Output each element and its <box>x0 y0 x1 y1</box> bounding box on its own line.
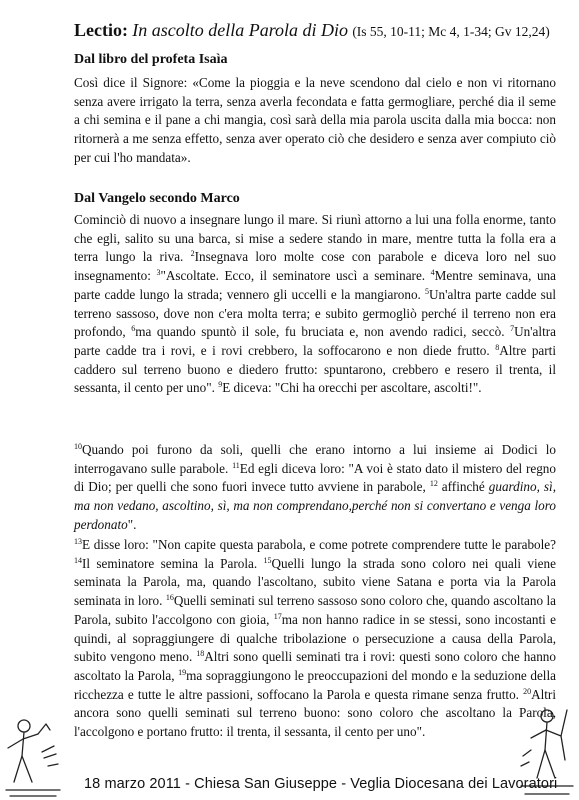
verse-text: Un'altra parte cadde sul terreno sassoso, dove non c'era molta terra; e subito germogliò perché il terreno non era profondo, <box>74 286 556 340</box>
verse-number: 19 <box>178 667 187 677</box>
verse-number: 7 <box>510 324 515 334</box>
verse-number: 17 <box>273 611 282 621</box>
gospel-paragraph-2 <box>74 441 556 535</box>
verse-text: Altri ancora sono quelli seminati sul terreno buono: sono coloro che ascoltano la Parola, l'accolgono e portano frutto: il trenta, il sessanta, il cento per uno". <box>74 686 556 740</box>
verse-text: Quelli seminati sul terreno sassoso sono coloro che, quando ascoltano la Parola, subito l'accolgono con gioia, <box>74 593 556 627</box>
verse-text: affinché <box>437 479 489 495</box>
verse-text: ma non hanno radice in se stessi, sono incostanti e quindi, al sopraggiungere di qualche tribolazione o persecuzione a causa della Parola, subito vengono meno. <box>74 611 556 665</box>
title-label: Lectio: <box>74 20 128 40</box>
page-title <box>74 19 564 43</box>
verse-number: 5 <box>425 286 430 296</box>
verse-number: 16 <box>165 593 174 603</box>
isaiah-text: Così dice il Signore: «Come la pioggia e la neve scendono dal cielo e non vi ritornano senza avere irrigato la terra, senza averla fecondata e fatta germogliare, perché dia il seme a chi semina e il pane a chi mangia, così sarà della mia parola uscita dalla mia bocca: non ritornerà a me senza effetto, senza aver operato ciò che desidero e senza aver compiuto ciò per cui l'ho mandata». <box>74 75 556 165</box>
gospel-paragraph-3 <box>74 536 556 742</box>
verse-number: 13 <box>74 537 82 546</box>
verse-number: 14 <box>74 555 82 565</box>
verse-number: 2 <box>190 249 195 259</box>
verse-text: ma sopraggiungono le preoccupazioni del mondo e la seduzione della ricchezza e tutte le altre passioni, soffocano la Parola e questa rimane senza frutto. <box>74 667 556 702</box>
verse-text: Altre parti caddero sul terreno buono e diedero frutto: spuntarono, crebbero e resero il trenta, il sessanta, il cento per uno". <box>74 342 556 396</box>
verse-number: 9 <box>218 380 223 390</box>
verse-number: 3 <box>156 268 161 278</box>
verse-number: 18 <box>196 649 205 659</box>
verse-text: Un'altra parte cadde tra i rovi, e i rovi crebbero, la soffocarono e non diede frutto. <box>74 324 556 358</box>
verse-number: 20 <box>523 686 532 696</box>
verse-text: ". <box>127 516 137 532</box>
verse-text: Cominciò di nuovo a insegnare lungo il mare. Si riunì attorno a lui una folla enorme, tanto che egli, salito su una barca, si mise a sedere stando in mare, mentre tutta la folla era a terra lungo la riva. <box>74 212 556 265</box>
verse-text: Ed egli diceva loro: "A voi è stato dato il mistero del regno di Dio; per quelli che sono fuori invece tutto avviene in parabole, <box>74 460 556 495</box>
verse-text: ma quando spuntò il sole, fu bruciata e, non avendo radici, seccò. <box>135 324 511 340</box>
verse-number: 8 <box>495 342 500 352</box>
verse-text: Quando poi furono da soli, quelli che erano intorno a lui insieme ai Dodici lo interrogavano sulle parabole. <box>74 442 556 476</box>
verse-number: 10 <box>74 442 82 451</box>
verse-number: 12 <box>429 479 438 489</box>
title-references: (Is 55, 10-11; Mc 4, 1-34; Gv 12,24) <box>352 24 550 39</box>
verse-text: "Ascoltate. Ecco, il seminatore uscì a seminare. <box>160 268 431 284</box>
sower-illustration-icon <box>2 712 64 798</box>
verse-text: Altri sono quelli seminati tra i rovi: questi sono coloro che hanno ascoltato la Parola, <box>74 649 556 683</box>
verse-number: 4 <box>430 268 435 278</box>
gospel-paragraph-1 <box>74 211 556 398</box>
verse-number: 11 <box>232 460 240 470</box>
quoted-italic-text: guardino, sì, ma non vedano, ascoltino, sì, ma non comprendano,perché non si convertano e venga loro perdonato <box>74 479 556 532</box>
verse-text: Mentre seminava, una parte cadde lungo la strada; vennero gli uccelli e la mangiarono. <box>74 268 556 302</box>
verse-text: Quelli lungo la strada sono coloro nei quali viene seminata la Parola, ma, quando l'ascoltano, subito viene Satana e porta via la Parola seminata in loro. <box>74 555 556 609</box>
verse-text: Insegnava loro molte cose con parabole e diceva loro nel suo insegnamento: <box>74 249 556 284</box>
isaiah-heading: Dal libro del profeta Isaìa <box>74 52 228 67</box>
page-footer: 18 marzo 2011 - Chiesa San Giuseppe - Veglia Diocesana dei Lavoratori <box>84 776 558 792</box>
title-text: In ascolto della Parola di Dio <box>132 20 349 40</box>
verse-text: E disse loro: "Non capite questa parabola, e come potrete comprendere tutte le parabole? <box>82 537 556 552</box>
gospel-heading: Dal Vangelo secondo Marco <box>74 191 240 206</box>
verse-text: E diceva: "Chi ha orecchi per ascoltare, ascolti!". <box>222 380 482 396</box>
verse-text: Il seminatore semina la Parola. <box>82 555 264 571</box>
verse-number: 6 <box>131 324 136 334</box>
verse-number: 15 <box>263 555 272 565</box>
